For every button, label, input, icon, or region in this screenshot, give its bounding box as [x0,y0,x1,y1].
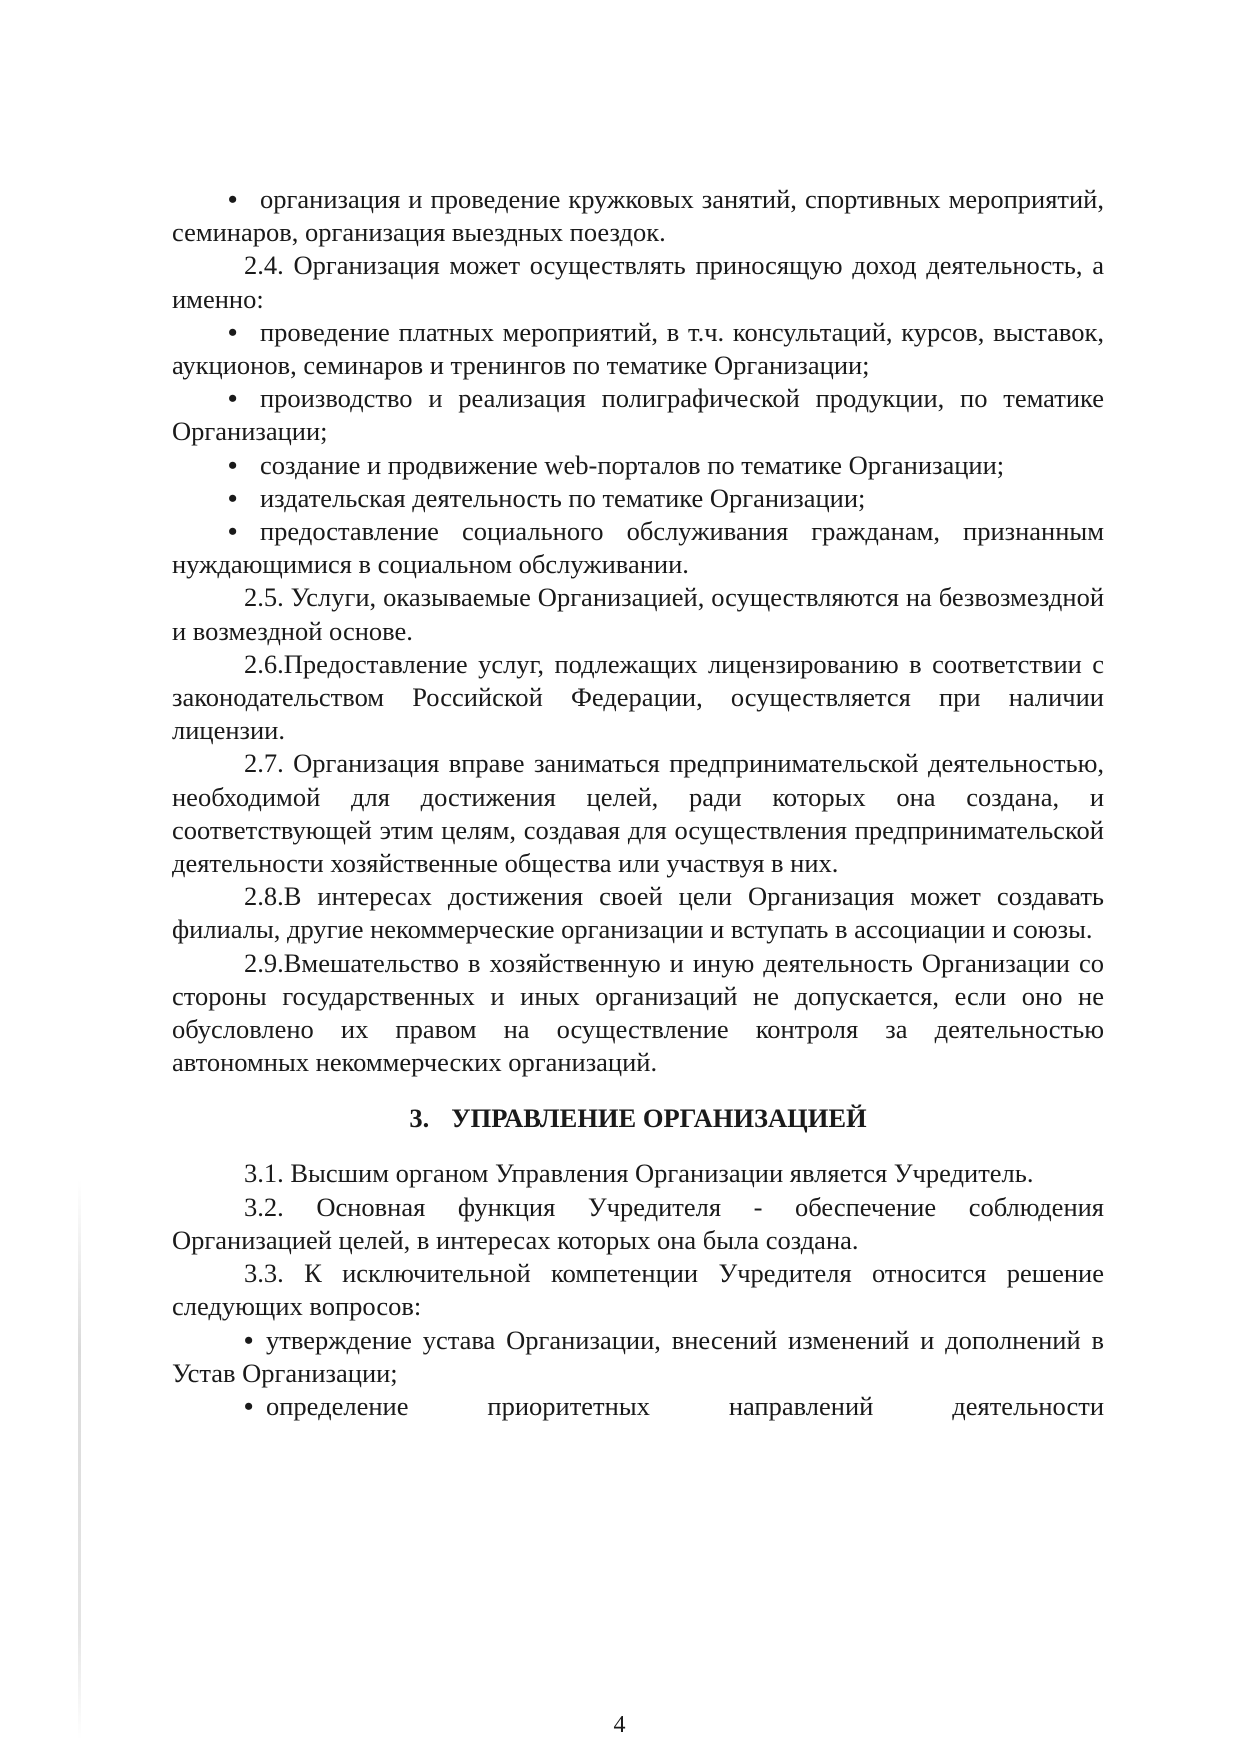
bullet-dot: • [244,1324,254,1355]
clause-3-1: 3.1. Высшим органом Управления Организации является Учредитель. [244,1158,1034,1189]
bullet-item: • определение приоритетных направлений деятельности [172,1390,1104,1423]
bullet-item: • организация и проведение кружковых занятий, спортивных мероприятий, семинаров, организация выездных поездок. [172,184,1104,248]
bullet-item: • утверждение устава Организации, внесений изменений и дополнений в Устав Организации; [172,1324,1104,1388]
clause-2-9: 2.9.Вмешательство в хозяйственную и иную деятельность Организации со стороны государственных и иных организаций не допускается, если оно не обусловлено их правом на осуществление контроля за деятельностью автономных некоммерческих организаций. [172,947,1104,1078]
scan-edge-shadow [78,1180,81,1740]
bullet-dot: • [228,383,238,414]
clause-2-7: 2.7. Организация вправе заниматься предпринимательской деятельностью, необходимой для достижения целей, ради которых она создана, и соответствующей этим целям, создавая для осуществления предпринимательской деятельности хозяйственные общества или участвуя в них. [172,748,1104,879]
clause-3-2: 3.2. Основная функция Учредителя - обеспечение соблюдения Организацией целей, в интересах которых она была создана. [172,1191,1104,1255]
bullet-dot: • [228,316,238,347]
bullet-dot: • [228,482,238,513]
bullet-dot: • [228,516,238,547]
bullet-item: • проведение платных мероприятий, в т.ч. консультаций, курсов, выставок, аукционов, семинаров и тренингов по тематике Организации; [172,316,1104,381]
page-content [172,183,1104,1423]
bullet-dot: • [244,1390,254,1421]
section-title: УПРАВЛЕНИЕ ОРГАНИЗАЦИЕЙ [451,1103,867,1134]
clause-2-6: 2.6.Предоставление услуг, подлежащих лицензированию в соответствии с законодательством Российской Федерации, осуществляется при наличии лицензии. [172,648,1104,746]
section-number: 3. [409,1103,430,1134]
bullet-item: • создание и продвижение web-порталов по тематике Организации; [172,449,1104,482]
bullet-item: • производство и реализация полиграфической продукции, по тематике Организации; [172,383,1104,447]
clause-3-3: 3.3. К исключительной компетенции Учредителя относится решение следующих вопросов: [172,1258,1104,1322]
bullet-item: • издательская деятельность по тематике Организации; [172,482,1104,515]
clause-2-4: 2.4. Организация может осуществлять приносящую доход деятельность, а именно: [172,250,1104,314]
clause-2-5: 2.5. Услуги, оказываемые Организацией, осуществляются на безвозмездной и возмездной основе. [172,582,1104,646]
section-heading [172,1102,1104,1135]
bullet-dot: • [228,184,238,214]
clause-2-8: 2.8.В интересах достижения своей цели Организация может создавать филиалы, другие некоммерческие организации и вступать в ассоциации и союзы. [172,881,1104,945]
page-number: 4 [613,1712,626,1738]
bullet-dot: • [228,449,238,480]
bullet-item: • предоставление социального обслуживания гражданам, признанным нуждающимися в социальном обслуживании. [172,516,1104,580]
